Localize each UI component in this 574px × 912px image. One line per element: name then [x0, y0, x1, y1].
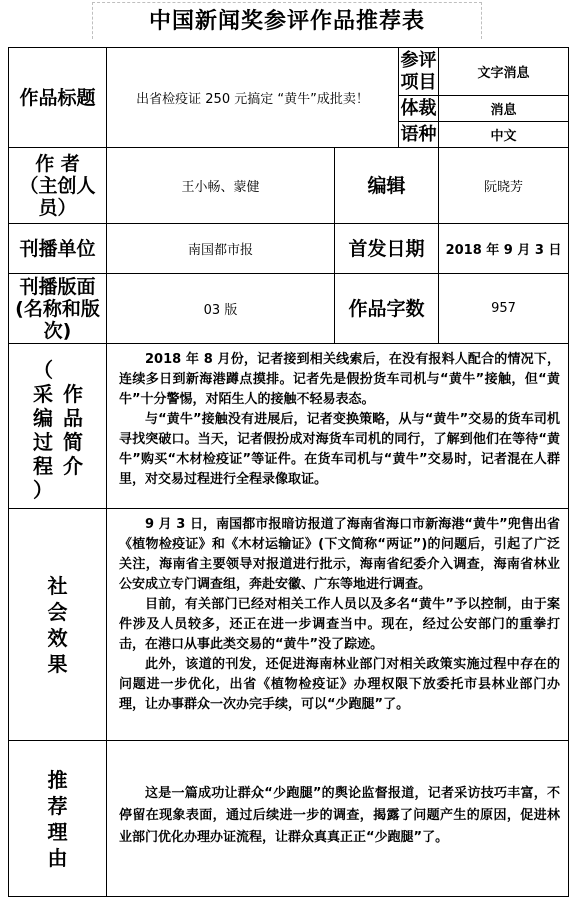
- value-editor: 阮晓芳: [439, 148, 569, 224]
- reason-text: [107, 741, 569, 897]
- reason-paragraph: 这是一篇成功让群众“少跑腿”的舆论监督报道，记者采访技巧丰富，不停留在现象表面，通过后续进一步的调查，揭露了问题产生的原因，促进林业部门优化办理办证流程，让群众真真正正“少跑腿”了。: [119, 785, 561, 845]
- label-category-item: 参评项目: [399, 48, 439, 96]
- recommendation-table: [8, 47, 569, 897]
- label-editor: 编辑: [335, 148, 439, 224]
- label-work-title: 作品标题: [9, 48, 107, 148]
- label-reason: 推 荐 理 由: [9, 741, 107, 897]
- label-work-intro: 作 品 简 介: [63, 382, 83, 478]
- process-paragraph: 2018 年 8 月份，记者接到相关线索后，在没有报料人配合的情况下，连续多日到新海港蹲点摸排。记者先是假扮货车司机与“黄牛”接触，但“黄牛”十分警惕，对陌生人的接触不轻易表态。: [119, 352, 561, 407]
- label-social-effect: 社 会 效 果: [9, 509, 107, 741]
- label-process-cell: [9, 344, 107, 509]
- social-effect-paragraph: 此外，该道的刊发，还促进海南林业部门对相关政策实施过程中存在的问题进一步优化，出省《植物检疫证》办理权限下放委托市县林业部门办理，让办事群众一次办完手续，可以“少跑腿”了。: [119, 657, 561, 712]
- label-page-section: 刊播版面(名称和版次): [9, 274, 107, 344]
- label-publisher: 刊播单位: [9, 224, 107, 274]
- social-effect-paragraph: 目前，有关部门已经对相关工作人员以及多名“黄牛”予以控制，由于案件涉及人员较多，还正在进一步调查当中。现在，经过公安部门的重拳打击，在港口从事此类交易的“黄牛”没了踪迹。: [119, 597, 561, 652]
- label-word-count: 作品字数: [335, 274, 439, 344]
- page-title: 中国新闻奖参评作品推荐表: [148, 8, 425, 34]
- social-effect-paragraph: 9 月 3 日，南国都市报暗访报道了海南省海口市新海港“黄牛”兜售出省《植物检疫证》和《木材运输证》(下文简称“两证”)的问题后，引起了广泛关注，海南省主要领导对报道进行批示，海南省纪委介入调查，海南省林业公安成立专门调查组，奔赴安徽、广东等地进行调查。: [119, 517, 561, 592]
- value-author: 王小畅、蒙健: [107, 148, 335, 224]
- process-paragraph: 与“黄牛”接触没有进展后，记者变换策略，从与“黄牛”交易的货车司机寻找突破口。当天，记者假扮成对海货车司机的同行，了解到他们在等待“黄牛”购买“木材检疫证”等证件。在货车司机与“黄牛”交易时，记者混在人群里，对交易过程进行全程录像取证。: [119, 412, 561, 487]
- process-text: [107, 344, 569, 509]
- label-genre: 体裁: [399, 96, 439, 122]
- value-language: 中文: [439, 122, 569, 148]
- label-author: 作 者（主创人员）: [9, 148, 107, 224]
- value-work-title: 出省检疫证 250 元搞定 “黄牛”成批卖！: [107, 48, 399, 148]
- value-genre: 消息: [439, 96, 569, 122]
- social-effect-text: [107, 509, 569, 741]
- value-category-item: 文字消息: [439, 48, 569, 96]
- label-process-left: （ 采 编 过 程 ）: [33, 358, 53, 502]
- value-publisher: 南国都市报: [107, 224, 335, 274]
- label-language: 语种: [399, 122, 439, 148]
- value-page-section: 03 版: [107, 274, 335, 344]
- value-first-release-date: 2018 年 9 月 3 日: [439, 224, 569, 274]
- value-word-count: 957: [439, 274, 569, 344]
- label-first-release-date: 首发日期: [335, 224, 439, 274]
